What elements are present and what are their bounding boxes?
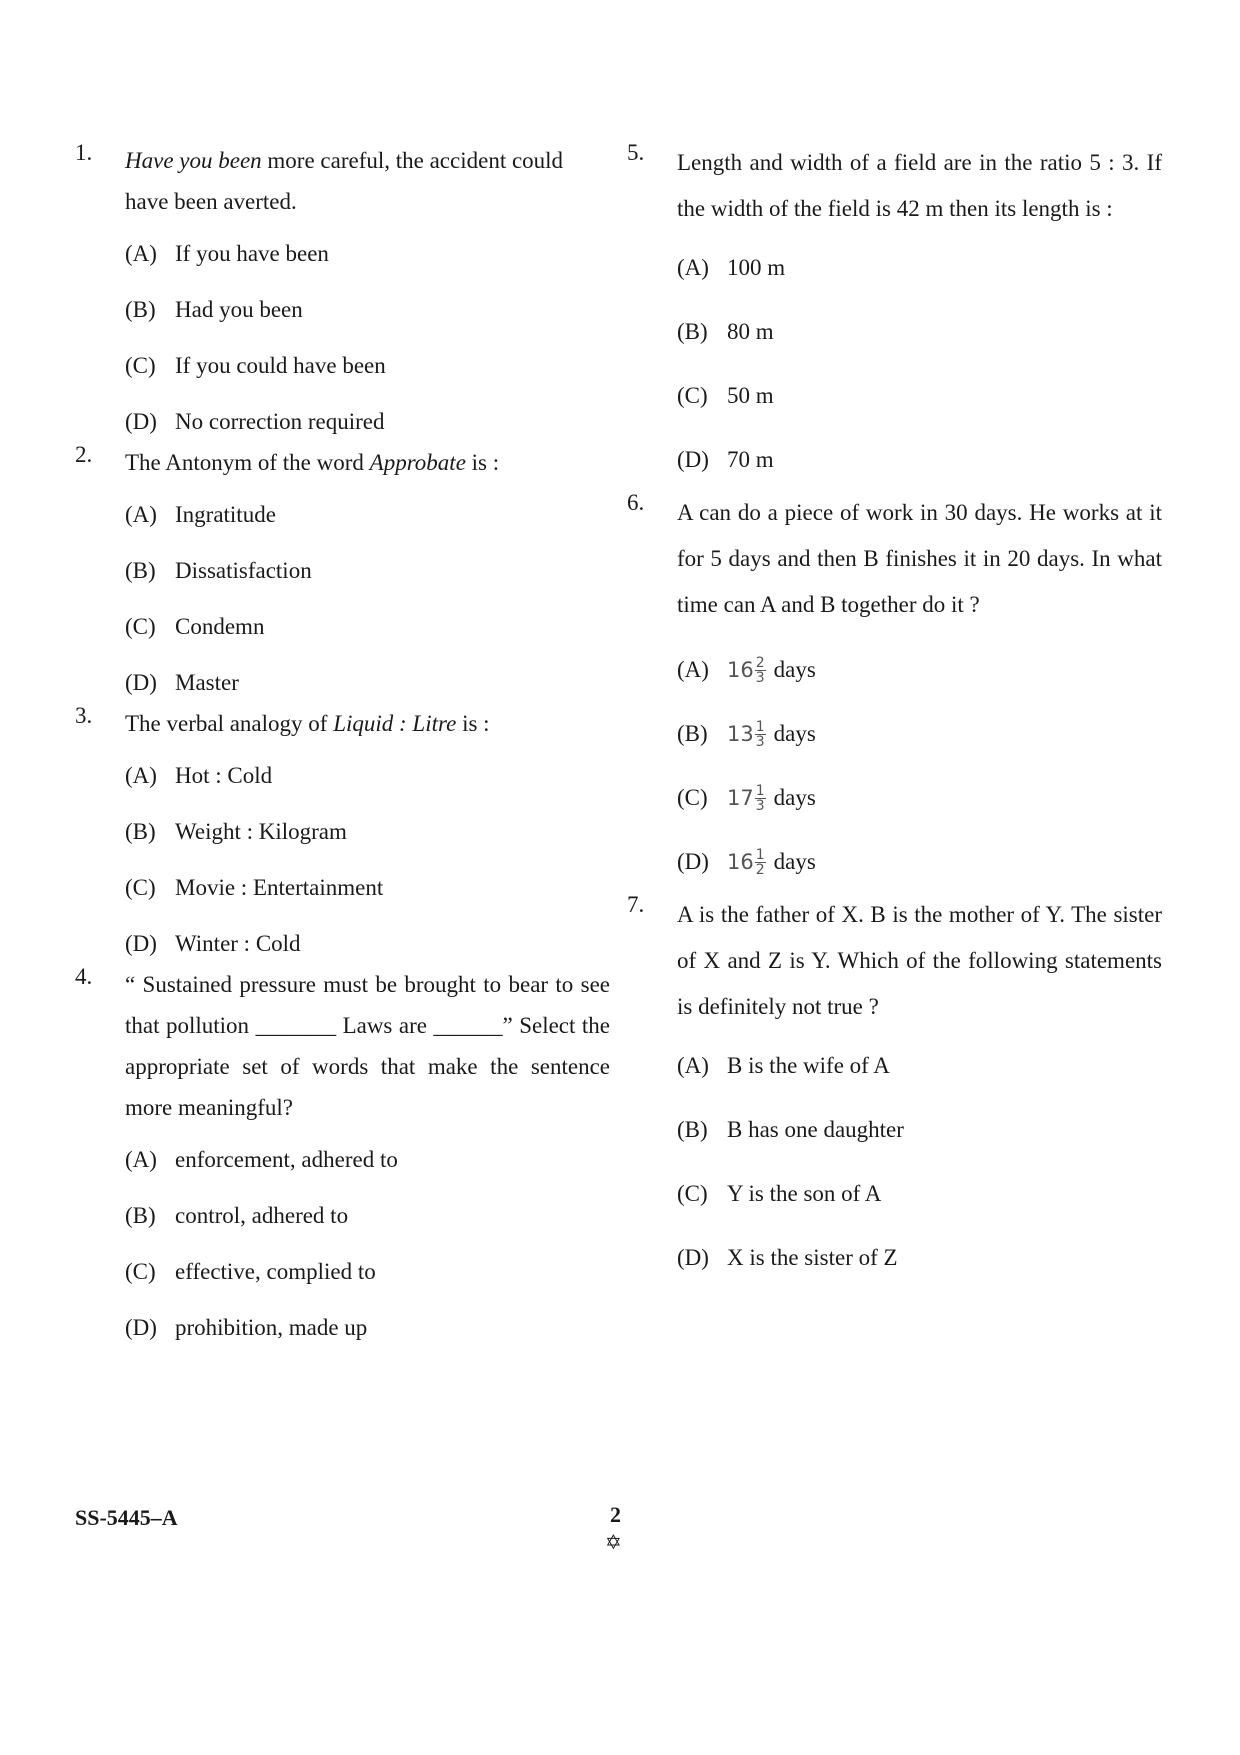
fraction-denominator: 3 (755, 797, 765, 814)
option-text: Weight : Kilogram (175, 819, 347, 844)
question-text (125, 442, 610, 483)
option-label: (D) (125, 670, 157, 695)
option-label: (B) (125, 819, 156, 844)
question-number: 7. (627, 892, 645, 917)
question-text-pre: The verbal analogy of (125, 711, 334, 736)
option-text: enforcement, adhered to (175, 1147, 398, 1172)
option-label: (B) (125, 558, 156, 583)
option-text: effective, complied to (175, 1259, 376, 1284)
fraction-numerator: 1 (755, 846, 765, 863)
option-text: 70 m (727, 447, 774, 472)
question-text: “ Sustained pressure must be brought to bear to see that pollution _______ Laws are ______” Select the appropriate set of words that make the sentence more meaningful? (125, 972, 610, 1120)
option-unit: days (773, 721, 816, 746)
option-text: Y is the son of A (727, 1181, 882, 1206)
fraction-denominator: 3 (755, 669, 765, 686)
option-a[interactable] (125, 487, 610, 543)
option-unit: days (773, 849, 816, 874)
option-text: Movie : Entertainment (175, 875, 384, 900)
option-label: (B) (677, 1117, 708, 1142)
fraction-numerator: 2 (755, 654, 765, 671)
option-d[interactable] (125, 1300, 610, 1356)
option-d[interactable] (677, 830, 1162, 894)
page-number: 2 (610, 1502, 621, 1527)
question-italic: Approbate (369, 450, 466, 475)
option-label: (A) (677, 657, 709, 682)
question-text: A is the father of X. B is the mother of Y. The sister of X and Z is Y. Which of the following statements is definitely not true ? (677, 902, 1162, 1019)
option-label: (B) (125, 297, 156, 322)
option-text: If you could have been (175, 353, 386, 378)
option-label: (B) (677, 721, 708, 746)
option-b[interactable] (125, 282, 610, 338)
option-text: No correction required (175, 409, 385, 434)
option-label: (D) (125, 409, 157, 434)
option-text: Had you been (175, 297, 303, 322)
option-text: X is the sister of Z (727, 1245, 898, 1270)
option-label: (A) (125, 502, 157, 527)
option-text: Winter : Cold (175, 931, 301, 956)
mixed-fraction (727, 720, 766, 749)
option-label: (A) (677, 255, 709, 280)
question-4 (75, 964, 610, 1356)
question-italic: Have you been (125, 148, 262, 173)
fraction-whole: 13 (727, 722, 754, 746)
option-b[interactable] (125, 804, 610, 860)
option-c[interactable] (125, 338, 610, 394)
option-label: (A) (677, 1053, 709, 1078)
option-label: (B) (125, 1203, 156, 1228)
option-d[interactable] (677, 428, 1162, 492)
option-label: (D) (125, 1315, 157, 1340)
option-b[interactable] (125, 1188, 610, 1244)
option-text: Condemn (175, 614, 265, 639)
option-label: (C) (125, 614, 156, 639)
option-text: prohibition, made up (175, 1315, 368, 1340)
option-b[interactable] (677, 1098, 1162, 1162)
option-label: (C) (125, 875, 156, 900)
question-text: A can do a piece of work in 30 days. He works at it for 5 days and then B finishes it in 20 days. In what time can A and B together do it ? (677, 500, 1162, 617)
question-5 (627, 140, 1162, 492)
fraction-whole: 17 (727, 786, 754, 810)
option-c[interactable] (125, 1244, 610, 1300)
star-of-david-icon: ✡ (605, 1532, 622, 1554)
option-b[interactable] (677, 702, 1162, 766)
option-text: Ingratitude (175, 502, 276, 527)
option-label: (A) (125, 763, 157, 788)
right-column (627, 140, 1162, 1290)
question-text-pre: The Antonym of the word (125, 450, 370, 475)
mixed-fraction (727, 784, 766, 813)
option-b[interactable] (125, 543, 610, 599)
option-c[interactable] (125, 860, 610, 916)
mixed-fraction (727, 848, 766, 877)
fraction-numerator: 1 (755, 782, 765, 799)
option-a[interactable] (677, 236, 1162, 300)
question-6 (627, 490, 1162, 894)
option-c[interactable] (677, 1162, 1162, 1226)
question-number: 2. (75, 442, 93, 467)
question-3 (75, 703, 610, 972)
option-text: Hot : Cold (175, 763, 273, 788)
option-text: 100 m (727, 255, 786, 280)
left-column (75, 140, 610, 1356)
option-label: (C) (677, 383, 708, 408)
option-a[interactable] (125, 226, 610, 282)
fraction-denominator: 3 (755, 733, 765, 750)
question-number: 1. (75, 140, 93, 165)
option-c[interactable] (677, 766, 1162, 830)
option-label: (C) (125, 1259, 156, 1284)
question-text-rest: more careful, the accident could have been averted. (125, 148, 564, 214)
option-text: Dissatisfaction (175, 558, 312, 583)
option-unit: days (773, 785, 816, 810)
question-text (125, 140, 610, 222)
fraction-numerator: 1 (755, 718, 765, 735)
option-a[interactable] (677, 638, 1162, 702)
option-label: (D) (677, 1245, 709, 1270)
option-text: B has one daughter (727, 1117, 904, 1142)
option-text: control, adhered to (175, 1203, 349, 1228)
question-number: 5. (627, 140, 645, 165)
option-c[interactable] (125, 599, 610, 655)
option-b[interactable] (677, 300, 1162, 364)
option-text: Master (175, 670, 239, 695)
question-text (125, 703, 610, 744)
paper-code: SS-5445–A (75, 1505, 178, 1530)
fraction-whole: 16 (727, 658, 754, 682)
option-text: B is the wife of A (727, 1053, 890, 1078)
option-label: (C) (125, 353, 156, 378)
question-text-post: is : (456, 711, 490, 736)
question-number: 4. (75, 964, 93, 989)
mixed-fraction (727, 656, 766, 685)
option-c[interactable] (677, 364, 1162, 428)
option-label: (D) (125, 931, 157, 956)
option-text: 80 m (727, 319, 774, 344)
option-label: (C) (677, 1181, 708, 1206)
option-label: (D) (677, 447, 709, 472)
option-text: 50 m (727, 383, 774, 408)
question-2 (75, 442, 610, 711)
option-label: (C) (677, 785, 708, 810)
question-number: 6. (627, 490, 645, 515)
question-1 (75, 140, 610, 450)
fraction-denominator: 2 (755, 861, 765, 878)
option-a[interactable] (125, 748, 610, 804)
option-label: (D) (677, 849, 709, 874)
question-text-post: is : (465, 450, 500, 475)
option-a[interactable] (677, 1034, 1162, 1098)
question-number: 3. (75, 703, 93, 728)
option-d[interactable] (677, 1226, 1162, 1290)
option-label: (A) (125, 1147, 157, 1172)
question-text: Length and width of a field are in the ratio 5 : 3. If the width of the field is 42 m then its length is : (677, 150, 1162, 221)
option-label: (A) (125, 241, 157, 266)
option-unit: days (773, 657, 816, 682)
question-italic: Liquid : Litre (333, 711, 457, 736)
option-text: If you have been (175, 241, 329, 266)
option-label: (B) (677, 319, 708, 344)
option-a[interactable] (125, 1132, 610, 1188)
question-7 (627, 892, 1162, 1290)
fraction-whole: 16 (727, 850, 754, 874)
